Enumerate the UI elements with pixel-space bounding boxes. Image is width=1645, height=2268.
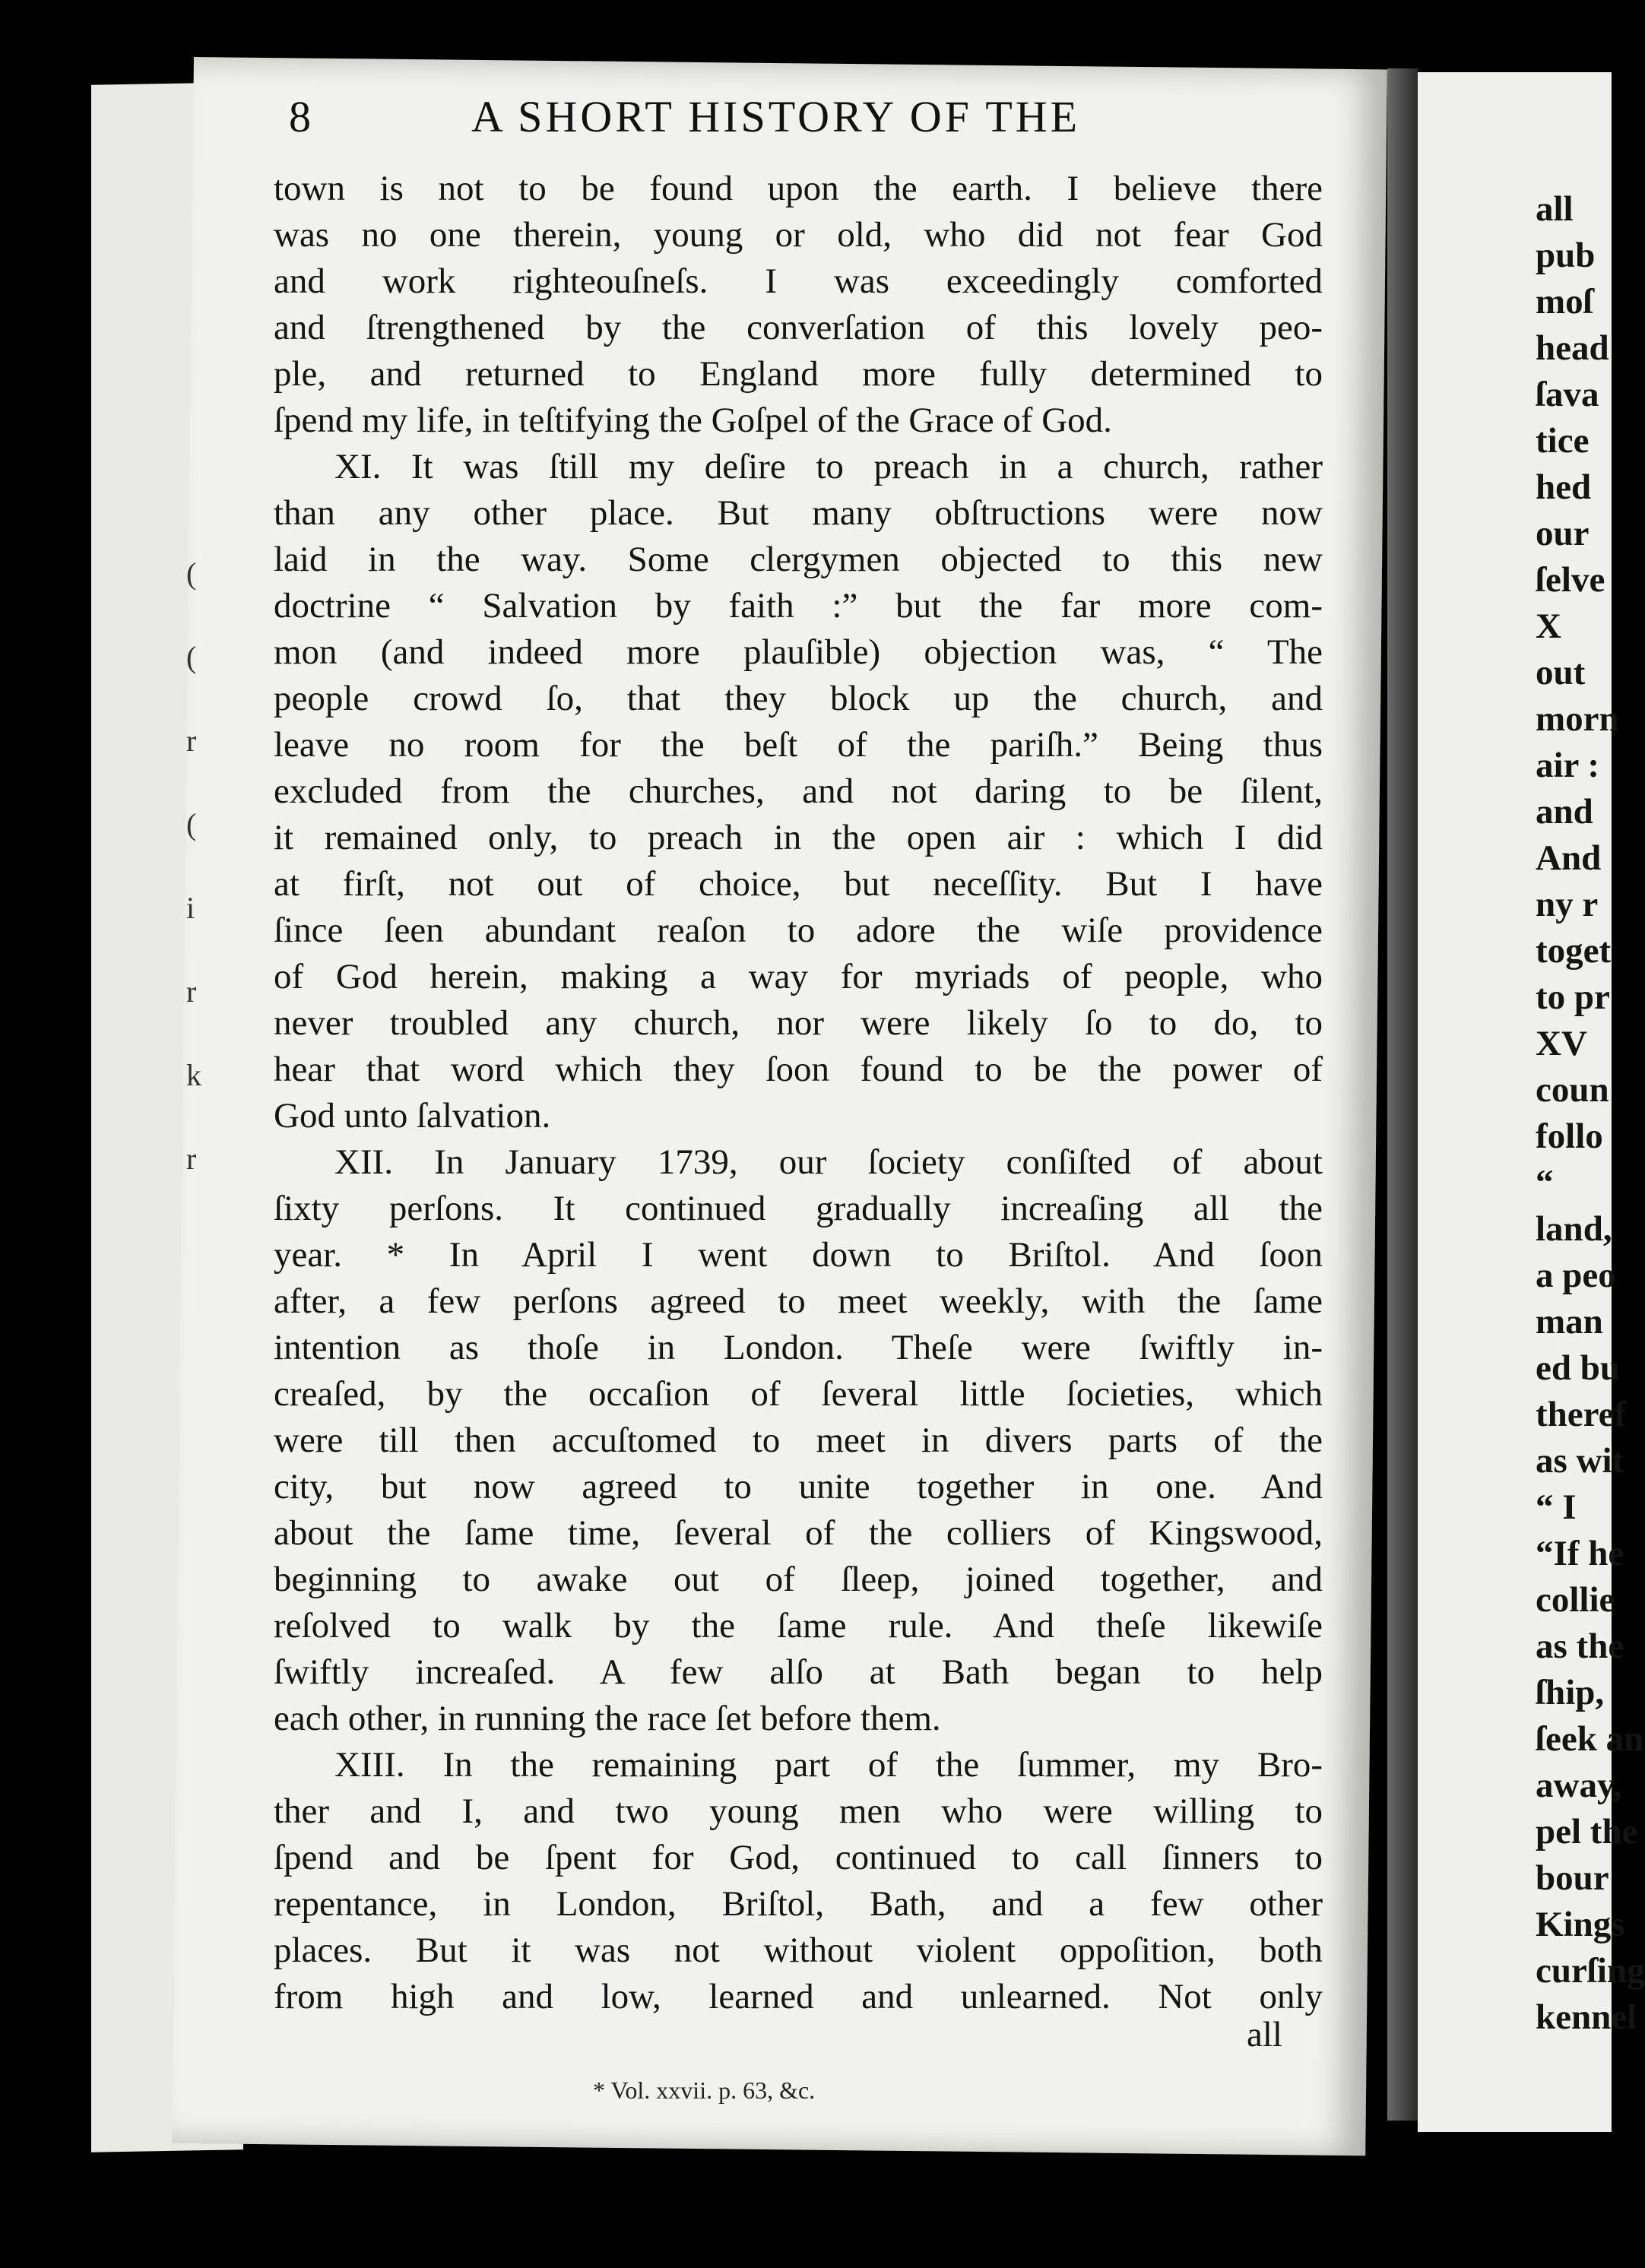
text-line: town is not to be found upon the earth. I believe there [274,169,1323,208]
text-line: ſixty perſons. It continued gradually increaſing all the [274,1189,1323,1228]
facing-page-fragment: pel the [1536,1812,1638,1851]
facing-page-fragment: out [1536,653,1586,692]
page-number: 8 [289,92,314,141]
facing-page-fragment: coun [1536,1070,1609,1110]
facing-page-fragment: ſhip, [1536,1673,1605,1712]
text-line: ther and I, and two young men who were willing to [274,1791,1323,1831]
text-line: and work righteouſneſs. I was exceedingly comforted [274,261,1323,301]
facing-page-fragment: curſing [1536,1951,1645,1991]
text-line: people crowd ſo, that they block up the church, and [274,679,1323,718]
text-line: ple, and returned to England more fully determined to [274,354,1323,394]
text-line: never troubled any church, nor were likely ſo to do, to [274,1003,1323,1043]
facing-page-fragment: ſava [1536,375,1599,414]
facing-page-fragment: to pr [1536,977,1610,1017]
facing-page-fragment: “ [1536,1163,1554,1202]
text-line: XIII. In the remaining part of the ſummer, my Bro- [334,1745,1323,1785]
text-line: ſpend and be ſpent for God, continued to call ſinners to [274,1838,1323,1877]
facing-page-fragment: And [1536,838,1602,878]
text-line: each other, in running the race ſet before them. [274,1699,941,1738]
facing-page-fragment: X [1536,607,1561,646]
text-line: ſpend my life, in teſtifying the Goſpel of the Grace of God. [274,401,1112,440]
text-line: from high and low, learned and unlearned. Not only [274,1977,1323,2016]
facing-page-fragment: all [1536,189,1574,229]
text-line: were till then accuſtomed to meet in divers parts of the [274,1421,1323,1460]
facing-page-fragment: Kings [1536,1905,1625,1944]
text-line: city, but now agreed to unite together in one. And [274,1467,1323,1506]
facing-page-fragment: “If he [1536,1534,1624,1573]
text-line: mon (and indeed more plauſible) objection was, “ The [274,632,1323,672]
facing-page-fragment: kennel [1536,1997,1637,2037]
facing-page-fragment: toget [1536,931,1612,971]
text-line: about the ſame time, ſeveral of the colliers of Kingswood, [274,1513,1323,1553]
facing-page-fragment: ſelve [1536,560,1605,600]
facing-page-fragment: tice [1536,421,1590,461]
text-line: ſwiftly increaſed. A few alſo at Bath began to help [274,1652,1323,1692]
text-line: XII. In January 1739, our ſociety conſiſted of about [334,1142,1323,1182]
facing-page-fragment: ſeek an [1536,1719,1644,1759]
facing-page-fragment: follo [1536,1117,1603,1156]
facing-page-fragment: XV [1536,1024,1587,1063]
text-line: ſince ſeen abundant reaſon to adore the wiſe providence [274,911,1323,950]
facing-page-fragment: ny r [1536,885,1599,924]
facing-page-fragment: theref [1536,1395,1627,1434]
facing-page-fragment: morn [1536,699,1619,739]
text-line: at firſt, not out of choice, but neceſſity. But I have [274,864,1323,904]
facing-page-fragment: air : [1536,746,1599,785]
facing-page-fragment: a peo [1536,1256,1616,1295]
text-line: after, a few perſons agreed to meet weekly, with the ſame [274,1281,1323,1321]
text-line: year. * In April I went down to Briſtol. And ſoon [274,1235,1323,1275]
text-line: it remained only, to preach in the open air : which I did [274,818,1323,857]
text-line: hear that word which they ſoon found to be the power of [274,1050,1323,1089]
text-line: excluded from the churches, and not daring to be ſilent, [274,771,1323,811]
facing-page-fragment: collie [1536,1580,1615,1620]
text-line: XI. It was ſtill my deſire to preach in a church, rather [334,447,1323,486]
book-gutter [1387,68,1418,2121]
facing-page-fragment: bour [1536,1858,1609,1898]
text-line: God unto ſalvation. [274,1096,551,1136]
text-line: creaſed, by the occaſion of ſeveral little ſocieties, which [274,1374,1323,1414]
text-line: and ſtrengthened by the converſation of this lovely peo- [274,308,1323,347]
text-line: intention as thoſe in London. Theſe were ſwiftly in- [274,1328,1323,1367]
facing-page-fragment: and [1536,792,1593,831]
facing-page-fragment: hed [1536,467,1592,507]
facing-page-fragment: our [1536,514,1590,553]
running-title: A SHORT HISTORY OF THE [471,92,1081,141]
text-line: was no one therein, young or old, who did not fear God [274,215,1323,255]
text-line: than any other place. But many obſtructions were now [274,493,1323,533]
facing-page-fragment: moſ [1536,282,1593,322]
text-line: leave no room for the beſt of the pariſh.” Being thus [274,725,1323,765]
facing-page-fragment: pub [1536,236,1596,275]
page-edge-marks: ( ( r ( i r k r [186,556,201,1176]
catchword: all [1247,2015,1282,2054]
running-head [289,91,1353,160]
facing-page-fragment: as wit [1536,1441,1624,1481]
text-line: laid in the way. Some clergymen objected to this new [274,540,1323,579]
page-body-text [274,166,1323,2020]
text-line: beginning to awake out of ſleep, joined together, and [274,1560,1323,1599]
text-line: reſolved to walk by the ſame rule. And theſe likewiſe [274,1606,1323,1646]
text-line: doctrine “ Salvation by faith :” but the far more com- [274,586,1323,626]
facing-page-fragment: head [1536,328,1609,368]
text-line: repentance, in London, Briſtol, Bath, and a few other [274,1884,1323,1924]
facing-page-text-fragments [1536,186,1645,2041]
facing-page-fragment: man [1536,1302,1603,1341]
facing-page-fragment: as the [1536,1627,1624,1666]
facing-page-fragment: land, [1536,1209,1612,1249]
facing-page-fragment: “ I [1536,1487,1577,1527]
facing-page-fragment: away, [1536,1766,1622,1805]
facing-page-fragment: ed bu [1536,1348,1621,1388]
text-line: of God herein, making a way for myriads of people, who [274,957,1323,996]
text-line: places. But it was not without violent oppoſition, both [274,1931,1323,1970]
footnote: * Vol. xxvii. p. 63, &c. [593,2076,816,2104]
